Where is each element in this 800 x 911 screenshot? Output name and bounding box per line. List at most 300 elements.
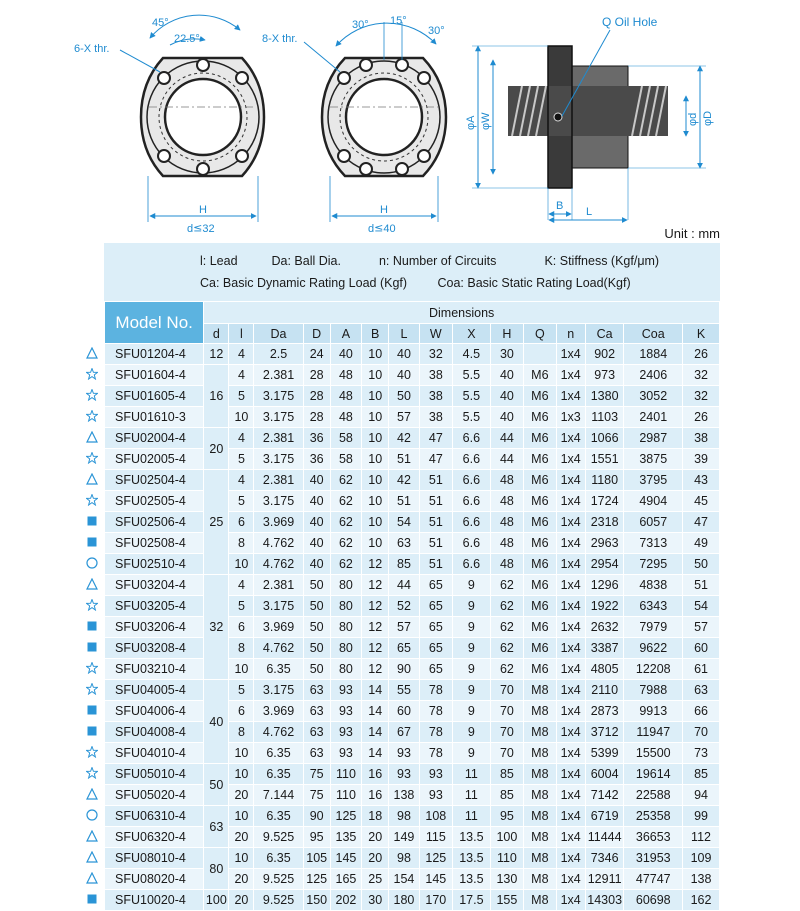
cell-k: 43	[683, 470, 720, 491]
cell-coa: 36653	[624, 827, 683, 848]
star-icon	[84, 762, 100, 783]
model-cell: SFU01605-4	[105, 386, 204, 407]
cell-l: 63	[389, 533, 419, 554]
cell-k: 49	[683, 533, 720, 554]
triangle-icon	[84, 573, 100, 594]
table-row	[105, 533, 720, 554]
cell-da: 2.381	[254, 428, 303, 449]
cell-k: 60	[683, 638, 720, 659]
cell-l: 4	[229, 470, 254, 491]
cell-k: 32	[683, 386, 720, 407]
cell-d: 75	[303, 785, 330, 806]
cell-a: 80	[330, 638, 361, 659]
width-h-label: H	[199, 204, 207, 216]
cell-ca: 7142	[585, 785, 624, 806]
cell-b: 14	[362, 743, 389, 764]
cell-d: 40	[303, 491, 330, 512]
cell-l: 57	[389, 407, 419, 428]
cell-l: 20	[229, 827, 254, 848]
cell-l: 10	[229, 554, 254, 575]
cell-b: 10	[362, 449, 389, 470]
cell-ca: 1551	[585, 449, 624, 470]
legend-coa: Coa: Basic Static Rating Load(Kgf)	[437, 276, 631, 290]
table-row	[105, 890, 720, 911]
cell-da: 3.175	[254, 407, 303, 428]
cell-l: 6	[229, 617, 254, 638]
cell-k: 162	[683, 890, 720, 911]
cell-w: 47	[419, 449, 452, 470]
cell-h: 70	[490, 701, 523, 722]
model-cell: SFU02510-4	[105, 554, 204, 575]
cell-ca: 6004	[585, 764, 624, 785]
cell-d: 63	[303, 701, 330, 722]
cell-d: 50	[303, 659, 330, 680]
cell-w: 51	[419, 554, 452, 575]
cell-da: 3.175	[254, 491, 303, 512]
model-cell: SFU10020-4	[105, 890, 204, 911]
cell-w: 78	[419, 680, 452, 701]
cell-coa: 7313	[624, 533, 683, 554]
cell-b: 10	[362, 491, 389, 512]
cell-b: 12	[362, 638, 389, 659]
cell-l: 138	[389, 785, 419, 806]
cell-ca: 1180	[585, 470, 624, 491]
cell-l: 54	[389, 512, 419, 533]
cell-d: 24	[303, 344, 330, 365]
table-row	[105, 764, 720, 785]
square-icon	[84, 720, 100, 741]
cell-l: 20	[229, 890, 254, 911]
cell-k: 54	[683, 596, 720, 617]
cell-ca: 1724	[585, 491, 624, 512]
model-cell: SFU04010-4	[105, 743, 204, 764]
cell-l: 98	[389, 848, 419, 869]
cell-ca: 2318	[585, 512, 624, 533]
cell-n: 1x4	[556, 491, 585, 512]
square-icon	[84, 510, 100, 531]
cell-w: 51	[419, 470, 452, 491]
cell-x: 9	[453, 638, 491, 659]
table-row	[105, 428, 720, 449]
dim-b-label: B	[556, 200, 564, 212]
cell-l: 10	[229, 764, 254, 785]
cell-da: 9.525	[254, 869, 303, 890]
cell-ca: 5399	[585, 743, 624, 764]
table-row	[105, 449, 720, 470]
cell-a: 58	[330, 428, 361, 449]
cell-x: 9	[453, 617, 491, 638]
star-icon	[84, 657, 100, 678]
oil-hole-label: Q Oil Hole	[602, 15, 658, 29]
cell-x: 5.5	[453, 365, 491, 386]
cell-k: 70	[683, 722, 720, 743]
cell-h: 62	[490, 659, 523, 680]
cell-w: 38	[419, 365, 452, 386]
model-cell: SFU01610-3	[105, 407, 204, 428]
triangle-icon	[84, 825, 100, 846]
cell-b: 14	[362, 722, 389, 743]
cell-x: 9	[453, 575, 491, 596]
cell-ca: 902	[585, 344, 624, 365]
cell-h: 30	[490, 344, 523, 365]
cell-k: 26	[683, 407, 720, 428]
cell-l: 6	[229, 512, 254, 533]
cell-coa: 22588	[624, 785, 683, 806]
square-icon	[84, 888, 100, 909]
cell-b: 10	[362, 365, 389, 386]
model-cell: SFU02004-4	[105, 428, 204, 449]
table-row	[105, 512, 720, 533]
cell-h: 85	[490, 785, 523, 806]
cell-da: 6.35	[254, 659, 303, 680]
cell-q: M8	[524, 722, 556, 743]
cell-x: 9	[453, 743, 491, 764]
cell-da: 4.762	[254, 533, 303, 554]
cell-k: 32	[683, 365, 720, 386]
cell-coa: 4838	[624, 575, 683, 596]
cell-da: 4.762	[254, 638, 303, 659]
cell-w: 65	[419, 617, 452, 638]
cell-q: M8	[524, 743, 556, 764]
cell-q: M8	[524, 848, 556, 869]
cell-ca: 2632	[585, 617, 624, 638]
cell-l: 5	[229, 596, 254, 617]
cell-a: 165	[330, 869, 361, 890]
cell-da: 2.381	[254, 575, 303, 596]
cell-a: 80	[330, 596, 361, 617]
cell-d: 95	[303, 827, 330, 848]
table-row	[105, 365, 720, 386]
dim-a-label: φA	[465, 115, 477, 130]
width-h2-label: H	[380, 204, 388, 216]
cell-l: 90	[389, 659, 419, 680]
cell-coa: 31953	[624, 848, 683, 869]
cell-q: M6	[524, 449, 556, 470]
legend-stiffness: K: Stiffness (Kgf/μm)	[544, 254, 660, 268]
cell-q	[524, 344, 556, 365]
cell-q: M6	[524, 533, 556, 554]
cell-l: 51	[389, 449, 419, 470]
triangle-icon	[84, 468, 100, 489]
cell-d: 28	[303, 407, 330, 428]
angle-30b-label: 30°	[428, 25, 445, 37]
cell-a: 48	[330, 365, 361, 386]
cell-n: 1x4	[556, 449, 585, 470]
cell-l: 5	[229, 449, 254, 470]
cell-a: 62	[330, 491, 361, 512]
cell-h: 130	[490, 869, 523, 890]
cell-l: 67	[389, 722, 419, 743]
cell-l: 5	[229, 386, 254, 407]
ballnut-side-drawing	[465, 15, 714, 220]
cell-w: 93	[419, 764, 452, 785]
table-row	[105, 743, 720, 764]
cell-l: 57	[389, 617, 419, 638]
cell-a: 93	[330, 743, 361, 764]
cell-coa: 7979	[624, 617, 683, 638]
cell-k: 112	[683, 827, 720, 848]
table-row	[105, 869, 720, 890]
cell-b: 25	[362, 869, 389, 890]
cell-a: 58	[330, 449, 361, 470]
cell-l: 93	[389, 764, 419, 785]
column-header-coa: Coa	[624, 324, 683, 344]
cell-coa: 15500	[624, 743, 683, 764]
cell-d: 28	[303, 365, 330, 386]
cell-w: 125	[419, 848, 452, 869]
cell-x: 6.6	[453, 470, 491, 491]
model-cell: SFU05010-4	[105, 764, 204, 785]
cell-da: 6.35	[254, 848, 303, 869]
dimensions-header: Dimensions	[204, 302, 720, 324]
cell-h: 48	[490, 470, 523, 491]
cell-q: M6	[524, 512, 556, 533]
cell-n: 1x4	[556, 806, 585, 827]
cell-l: 65	[389, 638, 419, 659]
cell-d: 75	[303, 764, 330, 785]
cell-h: 95	[490, 806, 523, 827]
cell-b: 20	[362, 827, 389, 848]
cell-x: 13.5	[453, 827, 491, 848]
legend-circuits: n: Number of Circuits	[378, 254, 497, 268]
star-icon	[84, 594, 100, 615]
cell-k: 47	[683, 512, 720, 533]
cell-b: 10	[362, 533, 389, 554]
cell-d: 36	[303, 449, 330, 470]
cell-x: 6.6	[453, 428, 491, 449]
cell-a: 80	[330, 617, 361, 638]
cell-l: 51	[389, 491, 419, 512]
column-header-ca: Ca	[585, 324, 624, 344]
cell-b: 10	[362, 407, 389, 428]
column-header-l: l	[229, 324, 254, 344]
column-header-k: K	[683, 324, 720, 344]
square-icon	[84, 636, 100, 657]
cell-q: M6	[524, 386, 556, 407]
cell-l: 8	[229, 638, 254, 659]
cell-q: M8	[524, 680, 556, 701]
model-cell: SFU02504-4	[105, 470, 204, 491]
cell-b: 16	[362, 764, 389, 785]
cell-n: 1x4	[556, 785, 585, 806]
cell-coa: 7988	[624, 680, 683, 701]
cell-x: 6.6	[453, 554, 491, 575]
cell-a: 135	[330, 827, 361, 848]
cell-b: 10	[362, 428, 389, 449]
cell-h: 40	[490, 365, 523, 386]
table-row	[105, 575, 720, 596]
cell-l: 42	[389, 470, 419, 491]
cell-k: 51	[683, 575, 720, 596]
constraint-d32-label: d≦32	[187, 223, 215, 232]
cell-ca: 3712	[585, 722, 624, 743]
cell-ca: 2873	[585, 701, 624, 722]
cell-k: 66	[683, 701, 720, 722]
unit-label: Unit : mm	[664, 226, 720, 241]
table-row	[105, 848, 720, 869]
cell-h: 62	[490, 575, 523, 596]
cell-x: 13.5	[453, 869, 491, 890]
cell-q: M8	[524, 869, 556, 890]
cell-l: 85	[389, 554, 419, 575]
cell-k: 57	[683, 617, 720, 638]
cell-ca: 4805	[585, 659, 624, 680]
table-row	[105, 701, 720, 722]
cell-b: 10	[362, 470, 389, 491]
cell-a: 93	[330, 701, 361, 722]
cell-x: 5.5	[453, 407, 491, 428]
cell-q: M8	[524, 827, 556, 848]
row-marker-column	[84, 342, 100, 909]
cell-w: 47	[419, 428, 452, 449]
cell-l: 4	[229, 575, 254, 596]
cell-ca: 6719	[585, 806, 624, 827]
cell-b: 14	[362, 680, 389, 701]
cell-da: 2.381	[254, 365, 303, 386]
cell-x: 9	[453, 596, 491, 617]
cell-d: 105	[303, 848, 330, 869]
cell-x: 6.6	[453, 533, 491, 554]
column-header-b: B	[362, 324, 389, 344]
cell-da: 4.762	[254, 722, 303, 743]
dim-w-label: φW	[480, 112, 492, 130]
model-cell: SFU03206-4	[105, 617, 204, 638]
model-cell: SFU06320-4	[105, 827, 204, 848]
cell-l: 10	[229, 407, 254, 428]
cell-q: M6	[524, 617, 556, 638]
cell-h: 48	[490, 533, 523, 554]
cell-da: 9.525	[254, 890, 303, 911]
cell-da: 6.35	[254, 743, 303, 764]
cell-h: 70	[490, 722, 523, 743]
cell-n: 1x4	[556, 848, 585, 869]
column-header-d: d	[204, 324, 229, 344]
cell-da: 2.5	[254, 344, 303, 365]
cell-q: M6	[524, 596, 556, 617]
cell-x: 6.6	[453, 491, 491, 512]
cell-da: 9.525	[254, 827, 303, 848]
cell-w: 145	[419, 869, 452, 890]
cell-q: M6	[524, 575, 556, 596]
cell-x: 9	[453, 722, 491, 743]
cell-a: 80	[330, 575, 361, 596]
cell-w: 78	[419, 701, 452, 722]
star-icon	[84, 447, 100, 468]
cell-coa: 3875	[624, 449, 683, 470]
cell-w: 51	[419, 533, 452, 554]
cell-h: 40	[490, 386, 523, 407]
d-group-cell: 40	[204, 680, 229, 764]
d-group-cell: 16	[204, 365, 229, 428]
cell-x: 11	[453, 764, 491, 785]
cell-l: 42	[389, 428, 419, 449]
circle-icon	[84, 552, 100, 573]
cell-a: 202	[330, 890, 361, 911]
model-cell: SFU08010-4	[105, 848, 204, 869]
cell-n: 1x4	[556, 638, 585, 659]
star-icon	[84, 405, 100, 426]
cell-ca: 1296	[585, 575, 624, 596]
cell-d: 50	[303, 638, 330, 659]
angle-22-5-label: 22.5°	[174, 33, 200, 45]
cell-l: 50	[389, 386, 419, 407]
cell-coa: 25358	[624, 806, 683, 827]
cell-a: 93	[330, 722, 361, 743]
cell-n: 1x4	[556, 365, 585, 386]
d-group-cell: 12	[204, 344, 229, 365]
cell-da: 2.381	[254, 470, 303, 491]
angle-45-label: 45°	[152, 17, 169, 29]
cell-b: 10	[362, 344, 389, 365]
cell-d: 40	[303, 554, 330, 575]
cell-d: 50	[303, 575, 330, 596]
cell-da: 6.35	[254, 806, 303, 827]
cell-coa: 60698	[624, 890, 683, 911]
cell-l: 180	[389, 890, 419, 911]
cell-l: 52	[389, 596, 419, 617]
cell-l: 5	[229, 680, 254, 701]
cell-l: 8	[229, 533, 254, 554]
cell-ca: 1922	[585, 596, 624, 617]
cell-l: 10	[229, 806, 254, 827]
cell-d: 125	[303, 869, 330, 890]
cell-k: 39	[683, 449, 720, 470]
column-header-l: L	[389, 324, 419, 344]
triangle-icon	[84, 426, 100, 447]
cell-b: 10	[362, 386, 389, 407]
table-row	[105, 386, 720, 407]
cell-h: 85	[490, 764, 523, 785]
cell-q: M6	[524, 365, 556, 386]
table-row	[105, 659, 720, 680]
cell-w: 32	[419, 344, 452, 365]
cell-l: 4	[229, 344, 254, 365]
cell-da: 3.175	[254, 386, 303, 407]
model-cell: SFU05020-4	[105, 785, 204, 806]
dim-d-small-label: φd	[687, 112, 699, 126]
cell-a: 40	[330, 344, 361, 365]
column-header-da: Da	[254, 324, 303, 344]
cell-n: 1x4	[556, 470, 585, 491]
cell-ca: 973	[585, 365, 624, 386]
cell-k: 61	[683, 659, 720, 680]
cell-n: 1x4	[556, 428, 585, 449]
column-header-x: X	[453, 324, 491, 344]
cell-k: 73	[683, 743, 720, 764]
cell-h: 44	[490, 428, 523, 449]
cell-d: 40	[303, 512, 330, 533]
cell-w: 51	[419, 512, 452, 533]
cell-b: 12	[362, 617, 389, 638]
cell-n: 1x3	[556, 407, 585, 428]
cell-ca: 1066	[585, 428, 624, 449]
square-icon	[84, 615, 100, 636]
cell-coa: 11947	[624, 722, 683, 743]
cell-q: M8	[524, 701, 556, 722]
cell-n: 1x4	[556, 659, 585, 680]
cell-da: 3.969	[254, 701, 303, 722]
cell-n: 1x4	[556, 869, 585, 890]
triangle-icon	[84, 867, 100, 888]
cell-a: 62	[330, 512, 361, 533]
triangle-icon	[84, 783, 100, 804]
cell-l: 154	[389, 869, 419, 890]
cell-d: 90	[303, 806, 330, 827]
cell-q: M6	[524, 491, 556, 512]
cell-b: 18	[362, 806, 389, 827]
cell-coa: 7295	[624, 554, 683, 575]
cell-w: 38	[419, 386, 452, 407]
